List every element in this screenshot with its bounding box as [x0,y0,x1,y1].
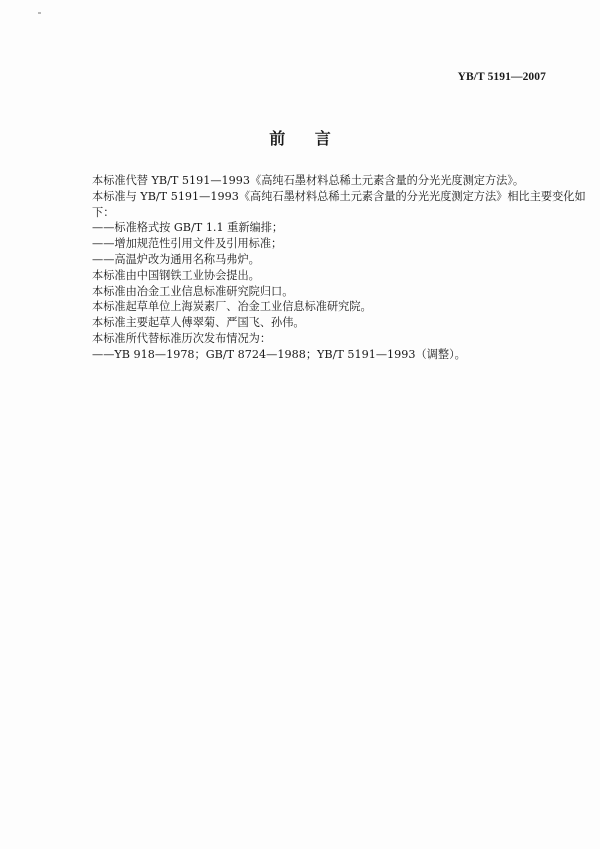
page-title: 前 言 [269,129,343,148]
foreword-line-replaces: 本标准代替 YB/T 5191—1993《高纯石墨材料总稀土元素含量的分光光度测定方法》。 [92,174,525,187]
foreword-line-centralized-by: 本标准由冶金工业信息标准研究院归口。 [92,284,294,298]
foreword-line-drafting-units: 本标准起草单位上海炭素厂、冶金工业信息标准研究院。 [92,300,372,314]
foreword-line-changes-intro: 本标准与 YB/T 5191—1993《高纯石墨材料总稀土元素含量的分光光度测定方法》相比主要变化如 [92,189,586,203]
foreword-line-change-format: ——标准格式按 GB/T 1.1 重新编排； [92,221,284,235]
foreword-line-change-furnace: ——高温炉改为通用名称马弗炉。 [92,252,260,266]
standard-code: YB/T 5191—2007 [457,71,546,83]
foreword-line-history-intro: 本标准所代替标准历次发布情况为： [92,331,272,345]
foreword-line-changes-intro-cont: 下： [92,205,115,219]
scan-speck [38,12,41,14]
foreword-body [92,173,586,363]
foreword-line-drafters: 本标准主要起草人傅翠菊、严国飞、孙伟。 [92,316,305,330]
foreword-line-change-references: ——增加规范性引用文件及引用标准； [92,237,283,251]
foreword-line-proposed-by: 本标准由中国钢铁工业协会提出。 [92,268,260,282]
foreword-line-history: ——YB 918—1978；GB/T 8724—1988；YB/T 5191—1993（调整）。 [92,347,466,361]
